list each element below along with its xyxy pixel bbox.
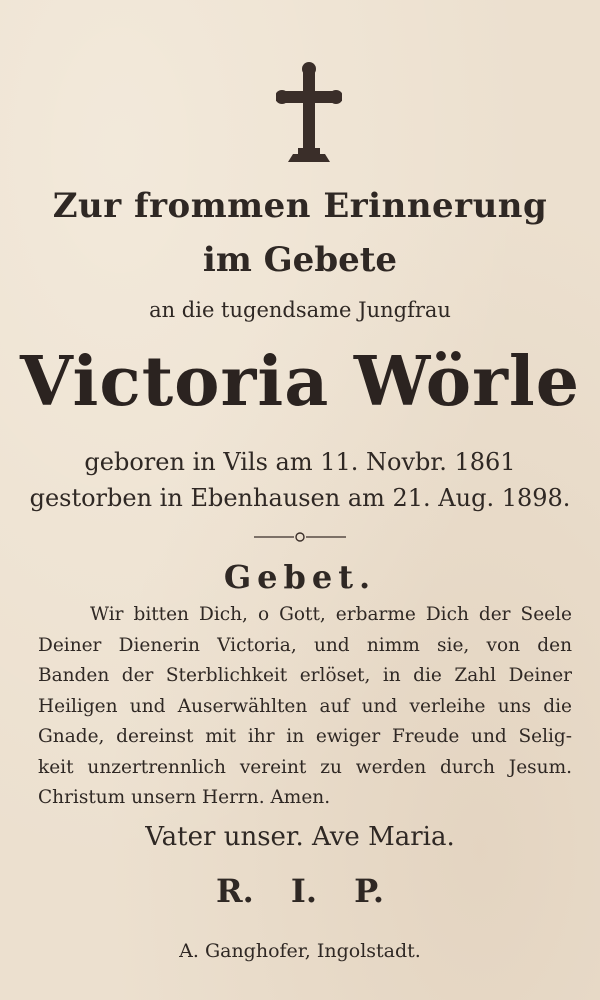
prayer-line: Gnade, dereinst mit ihr in ewiger Freude und Selig- xyxy=(38,726,572,747)
prayer-line: Wir bitten Dich, o Gott, erbarme Dich der Seele xyxy=(90,604,572,625)
cross-icon xyxy=(276,62,342,164)
dedication-text: an die tugendsame Jungfrau xyxy=(149,298,451,322)
prayer-text xyxy=(38,600,572,814)
title-line-2: im Gebete xyxy=(202,240,398,280)
closing-prayers: Vater unser. Ave Maria. xyxy=(145,822,455,852)
death-line: gestorben in Ebenhausen am 21. Aug. 1898. xyxy=(29,484,571,512)
prayer-line: Christum unsern Herrn. Amen. xyxy=(38,787,331,808)
divider-ornament xyxy=(254,530,346,544)
title-line-1: Zur frommen Erinnerung xyxy=(52,186,548,226)
prayer-title: Gebet. xyxy=(223,558,377,596)
deceased-name: Victoria Wörle xyxy=(19,342,581,422)
printer-credit: A. Ganghofer, Ingolstadt. xyxy=(179,940,421,962)
prayer-line: Banden der Sterblichkeit erlöset, in die Zahl Deiner xyxy=(38,665,572,686)
rip-text: R. I. P. xyxy=(215,872,385,910)
prayer-line: keit unzertrennlich vereint zu werden durch Jesum. xyxy=(38,756,572,778)
prayer-line: Heiligen und Auserwählten auf und verleihe uns die xyxy=(38,695,572,717)
birth-line: geboren in Vils am 11. Novbr. 1861 xyxy=(84,448,516,476)
prayer-line: Deiner Dienerin Victoria, und nimm sie, von den xyxy=(38,634,572,656)
